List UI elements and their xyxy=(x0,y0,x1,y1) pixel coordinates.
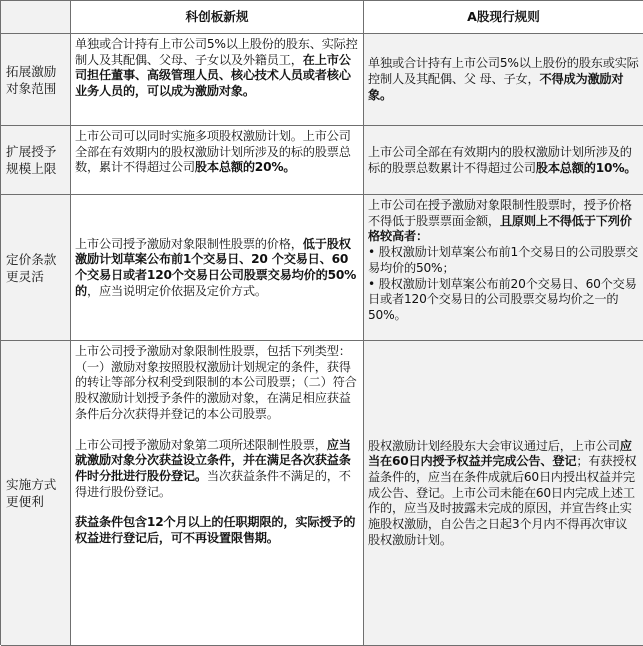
text-run: 上市公司授予激励对象限制性股票的价格， xyxy=(75,236,303,251)
header-blank-cell xyxy=(1,1,71,34)
text-run-bold: 低于股权激励计划草案公布前1个交易日、20 个交易日、60 个交易日或者120个交易日公司股票交易均价的50%的 xyxy=(75,236,357,298)
a-cell-pricing xyxy=(364,195,643,341)
row-label-pricing: 定价条款更灵活 xyxy=(1,195,71,341)
bullet-item: • 股权激励计划草案公布前1个交易日的公司股票交易均价的50%； xyxy=(368,245,638,275)
star-cell-incentive-scope xyxy=(71,34,364,126)
text-run: 单独或合计持有上市公司5%以上股份的股东或实际控制人及其配偶、父 母、子女， xyxy=(368,56,639,87)
header-a-share: A股现行规则 xyxy=(364,1,643,34)
text-run: 股权激励计划经股东大会审议通过后，上市公司 xyxy=(368,438,620,453)
text-run: 上市公司在授予激励对象限制性股票时，授予价格不得低于股票票面金额， xyxy=(368,198,632,228)
text-run: 上市公司授予激励对象第二项所述限制性股票， xyxy=(75,437,327,452)
row-label-grant-limit: 扩展授予规模上限 xyxy=(1,126,71,195)
star-cell-grant-limit xyxy=(71,126,364,195)
text-run: 上市公司全部在有效期内的股权激励计划所涉及的标的股票总数累计不得超过公司 xyxy=(368,144,632,175)
row-label-incentive-scope: 拓展激励对象范围 xyxy=(1,34,71,126)
text-run-bold: 股本总额的20%。 xyxy=(194,160,296,175)
text-run: 单独或合计持有上市公司5%以上股份的股东、实际控制人及其配偶、父母、子女以及外籍员工， xyxy=(75,37,358,67)
star-cell-implementation xyxy=(71,341,364,646)
text-run-bold: 不得成为激励对象。 xyxy=(368,72,624,102)
text-run: ，应当说明定价依据及定价方式。 xyxy=(87,283,267,298)
paragraph: （一）激励对象按照股权激励计划规定的条件，获得的转让等部分权利受到限制的本公司股票；（二）符合股权激励计划授予条件的激励对象，在满足相应获益条件后分次获得并登记的本公司股票。 xyxy=(75,359,357,421)
text-run: 当次获益条件不满足的，不得进行股份登记。 xyxy=(75,468,351,499)
bullet-item: • 股权激励计划草案公布前20个交易日、60个交易日或者120个交易日的公司股票交易均价之一的50%。 xyxy=(368,276,637,322)
header-star-market: 科创板新规 xyxy=(71,1,364,34)
text-run-bold: 应当在60日内授予权益并完成公告、登记 xyxy=(368,438,632,469)
paragraph-bold: 获益条件包含12个月以上的任职期限的，实际授予的权益进行登记后，可不再设置限售期。 xyxy=(75,515,356,546)
text-run: 上市公司可以同时实施多项股权激励计划。上市公司全部在有效期内的股权激励计划所涉及的标的股票总数，累计不得超过公司 xyxy=(75,129,351,175)
a-cell-implementation xyxy=(364,341,643,646)
paragraph: 上市公司授予激励对象限制性股票，包括下列类型： xyxy=(75,344,351,358)
text-run-bold: 且原则上不得低于下列价格较高者： xyxy=(368,213,632,244)
text-run: ；有获授权益条件的，应当在条件成就后60日内授出权益并完成公告、登记。上市公司未能在60日内完成上述工作的，应当及时披露未完成的原因，并宣告终止实施股权激励，自公告之日起3个月内不得再次审议股权激励计划。 xyxy=(368,454,637,547)
star-cell-pricing xyxy=(71,195,364,341)
text-run-bold: 应当就激励对象分次获益设立条件，并在满足各次获益条件时分批进行股份登记。 xyxy=(75,437,351,483)
a-cell-grant-limit xyxy=(364,126,643,195)
text-run-bold: 股本总额的10%。 xyxy=(535,160,637,175)
a-cell-incentive-scope xyxy=(364,34,643,126)
text-run-bold: 在上市公司担任董事、高级管理人员、核心技术人员或者核心业务人员的，可以成为激励对象。 xyxy=(75,52,351,99)
row-label-implementation: 实施方式更便利 xyxy=(1,341,71,646)
